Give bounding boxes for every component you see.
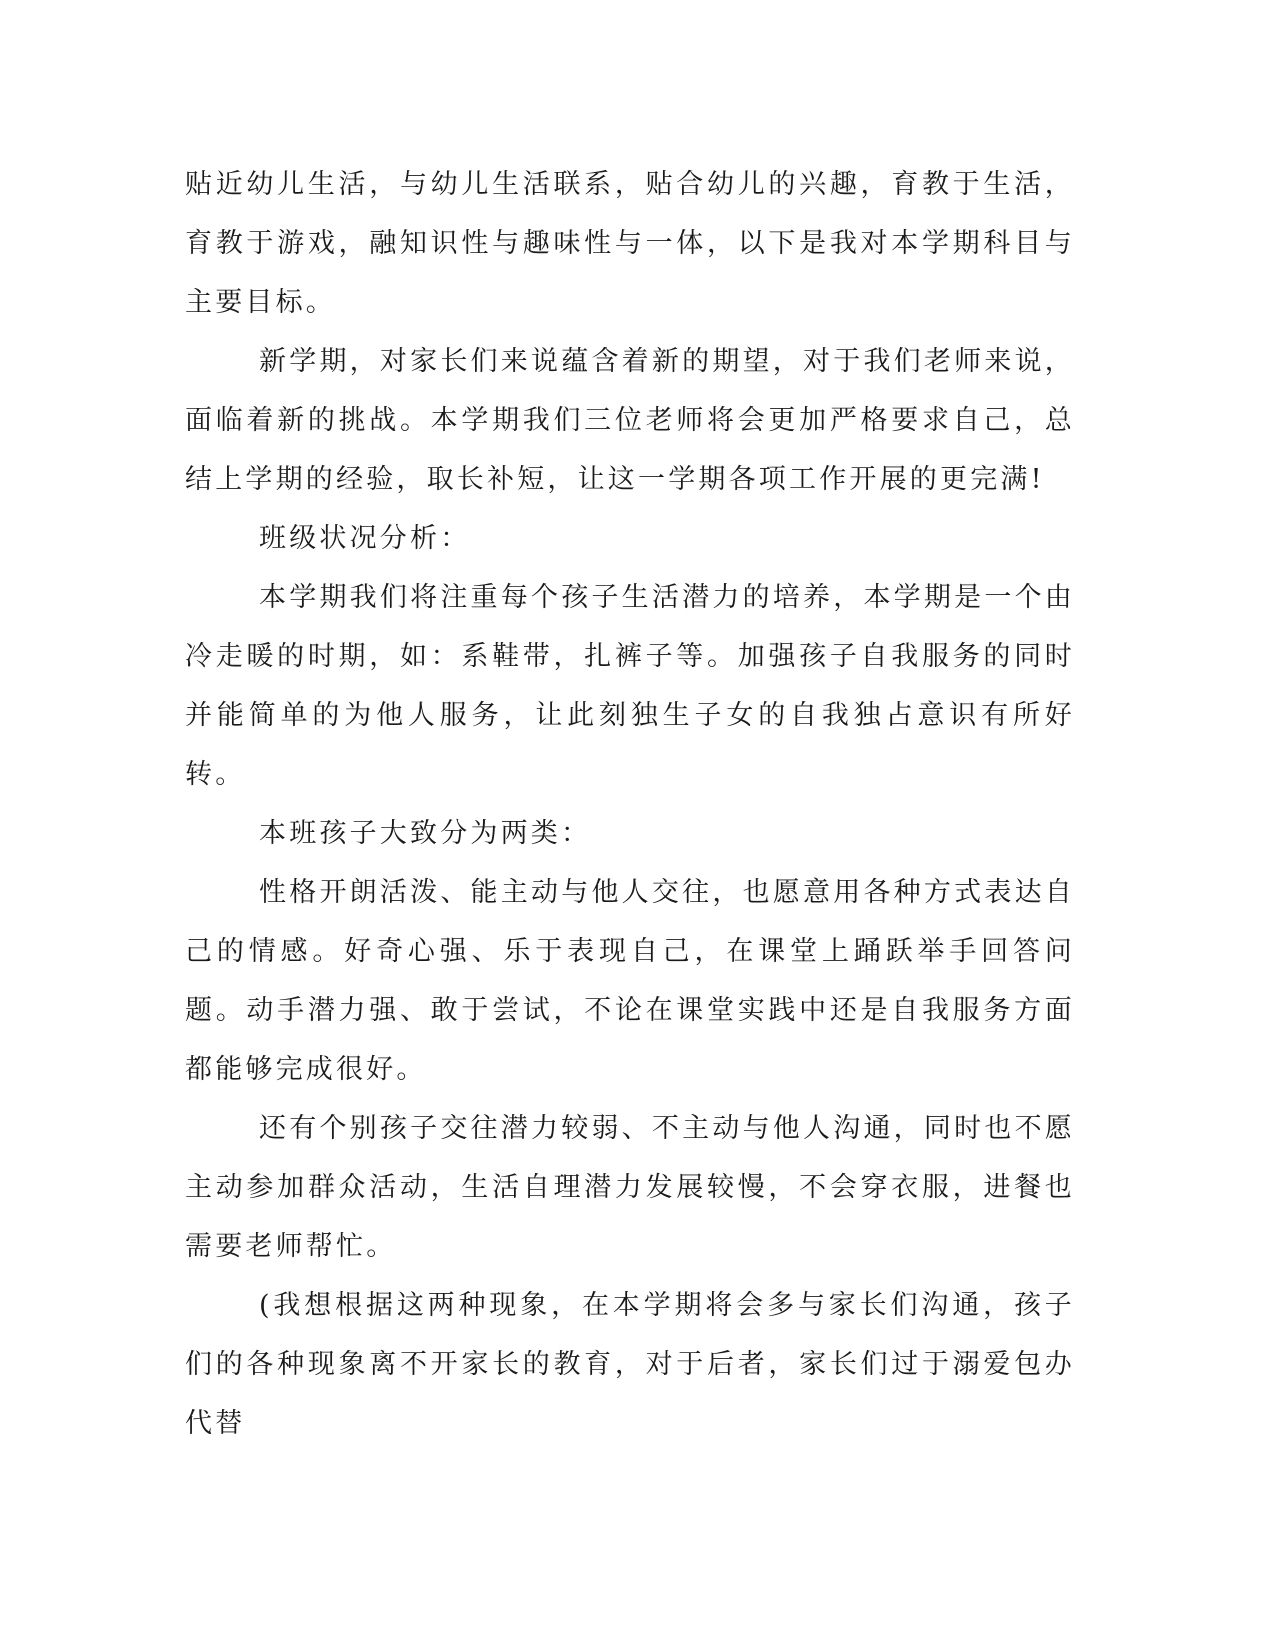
- heading-class-analysis: 班级状况分析：: [259, 523, 471, 554]
- paragraph-life-skills: 本学期我们将注重每个孩子生活潜力的培养，本学期是一个由冷走暖的时期，如：系鞋带，扎裤子等。加强孩子自我服务的同时并能简单的为他人服务，让此刻独生子女的自我独占意识有所好转。: [185, 582, 1075, 790]
- document-body: [185, 155, 1075, 1453]
- paragraph-intro-continuation: 贴近幼儿生活，与幼儿生活联系，贴合幼儿的兴趣，育教于生活，育教于游戏，融知识性与趣味性与一体，以下是我对本学期科目与主要目标。: [185, 169, 1075, 318]
- heading-two-types: 本班孩子大致分为两类：: [259, 818, 592, 849]
- paragraph-new-semester: 新学期，对家长们来说蕴含着新的期望，对于我们老师来说，面临着新的挑战。本学期我们三位老师将会更加严格要求自己，总结上学期的经验，取长补短，让这一学期各项工作开展的更完满!: [185, 346, 1075, 495]
- paragraph-type-outgoing: 性格开朗活泼、能主动与他人交往，也愿意用各种方式表达自己的情感。好奇心强、乐于表现自己，在课堂上踊跃举手回答问题。动手潜力强、敢于尝试，不论在课堂实践中还是自我服务方面都能够完成很好。: [185, 877, 1075, 1085]
- paragraph-type-shy: 还有个别孩子交往潜力较弱、不主动与他人沟通，同时也不愿主动参加群众活动，生活自理潜力发展较慢，不会穿衣服，进餐也需要老师帮忙。: [185, 1113, 1075, 1262]
- paragraph-parent-communication: (我想根据这两种现象，在本学期将会多与家长们沟通，孩子们的各种现象离不开家长的教育，对于后者，家长们过于溺爱包办代替: [185, 1290, 1075, 1439]
